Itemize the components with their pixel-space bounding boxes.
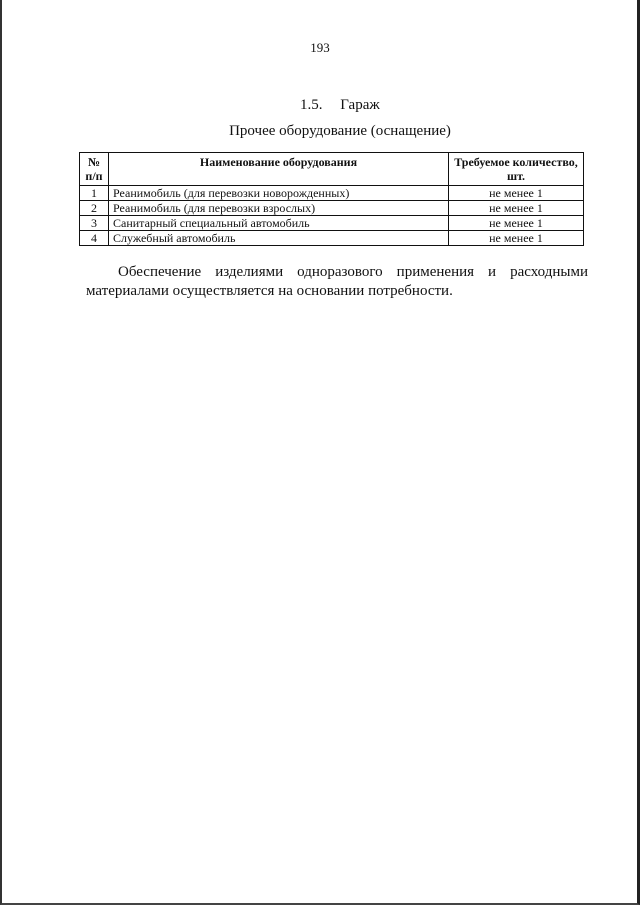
table-row [80, 186, 584, 201]
section-title: Гараж [340, 97, 380, 113]
row-name: Служебный автомобиль [109, 231, 449, 246]
table-row [80, 216, 584, 231]
row-name: Реанимобиль (для перевозки новорожденных) [109, 186, 449, 201]
header-name: Наименование оборудования [109, 153, 449, 186]
header-num: № п/п [80, 153, 109, 186]
header-qty: Требуемое количество, шт. [449, 153, 584, 186]
section-number: 1.5. [300, 97, 323, 113]
row-qty: не менее 1 [449, 216, 584, 231]
table-row [80, 231, 584, 246]
subheading: Прочее оборудование (оснащение) [229, 123, 451, 139]
row-num: 3 [80, 216, 109, 231]
row-num: 1 [80, 186, 109, 201]
equipment-table [79, 152, 584, 246]
table-header-row [80, 153, 584, 186]
section-heading [300, 97, 380, 114]
row-name: Санитарный специальный автомобиль [109, 216, 449, 231]
paragraph-text: Обеспечение изделиями одноразового применения и расходными материалами осуществляется на основании потребности. [86, 264, 588, 299]
table-row [80, 201, 584, 216]
row-num: 4 [80, 231, 109, 246]
row-name: Реанимобиль (для перевозки взрослых) [109, 201, 449, 216]
row-num: 2 [80, 201, 109, 216]
row-qty: не менее 1 [449, 201, 584, 216]
row-qty: не менее 1 [449, 231, 584, 246]
row-qty: не менее 1 [449, 186, 584, 201]
page-number: 193 [310, 40, 330, 55]
body-paragraph [86, 263, 588, 301]
